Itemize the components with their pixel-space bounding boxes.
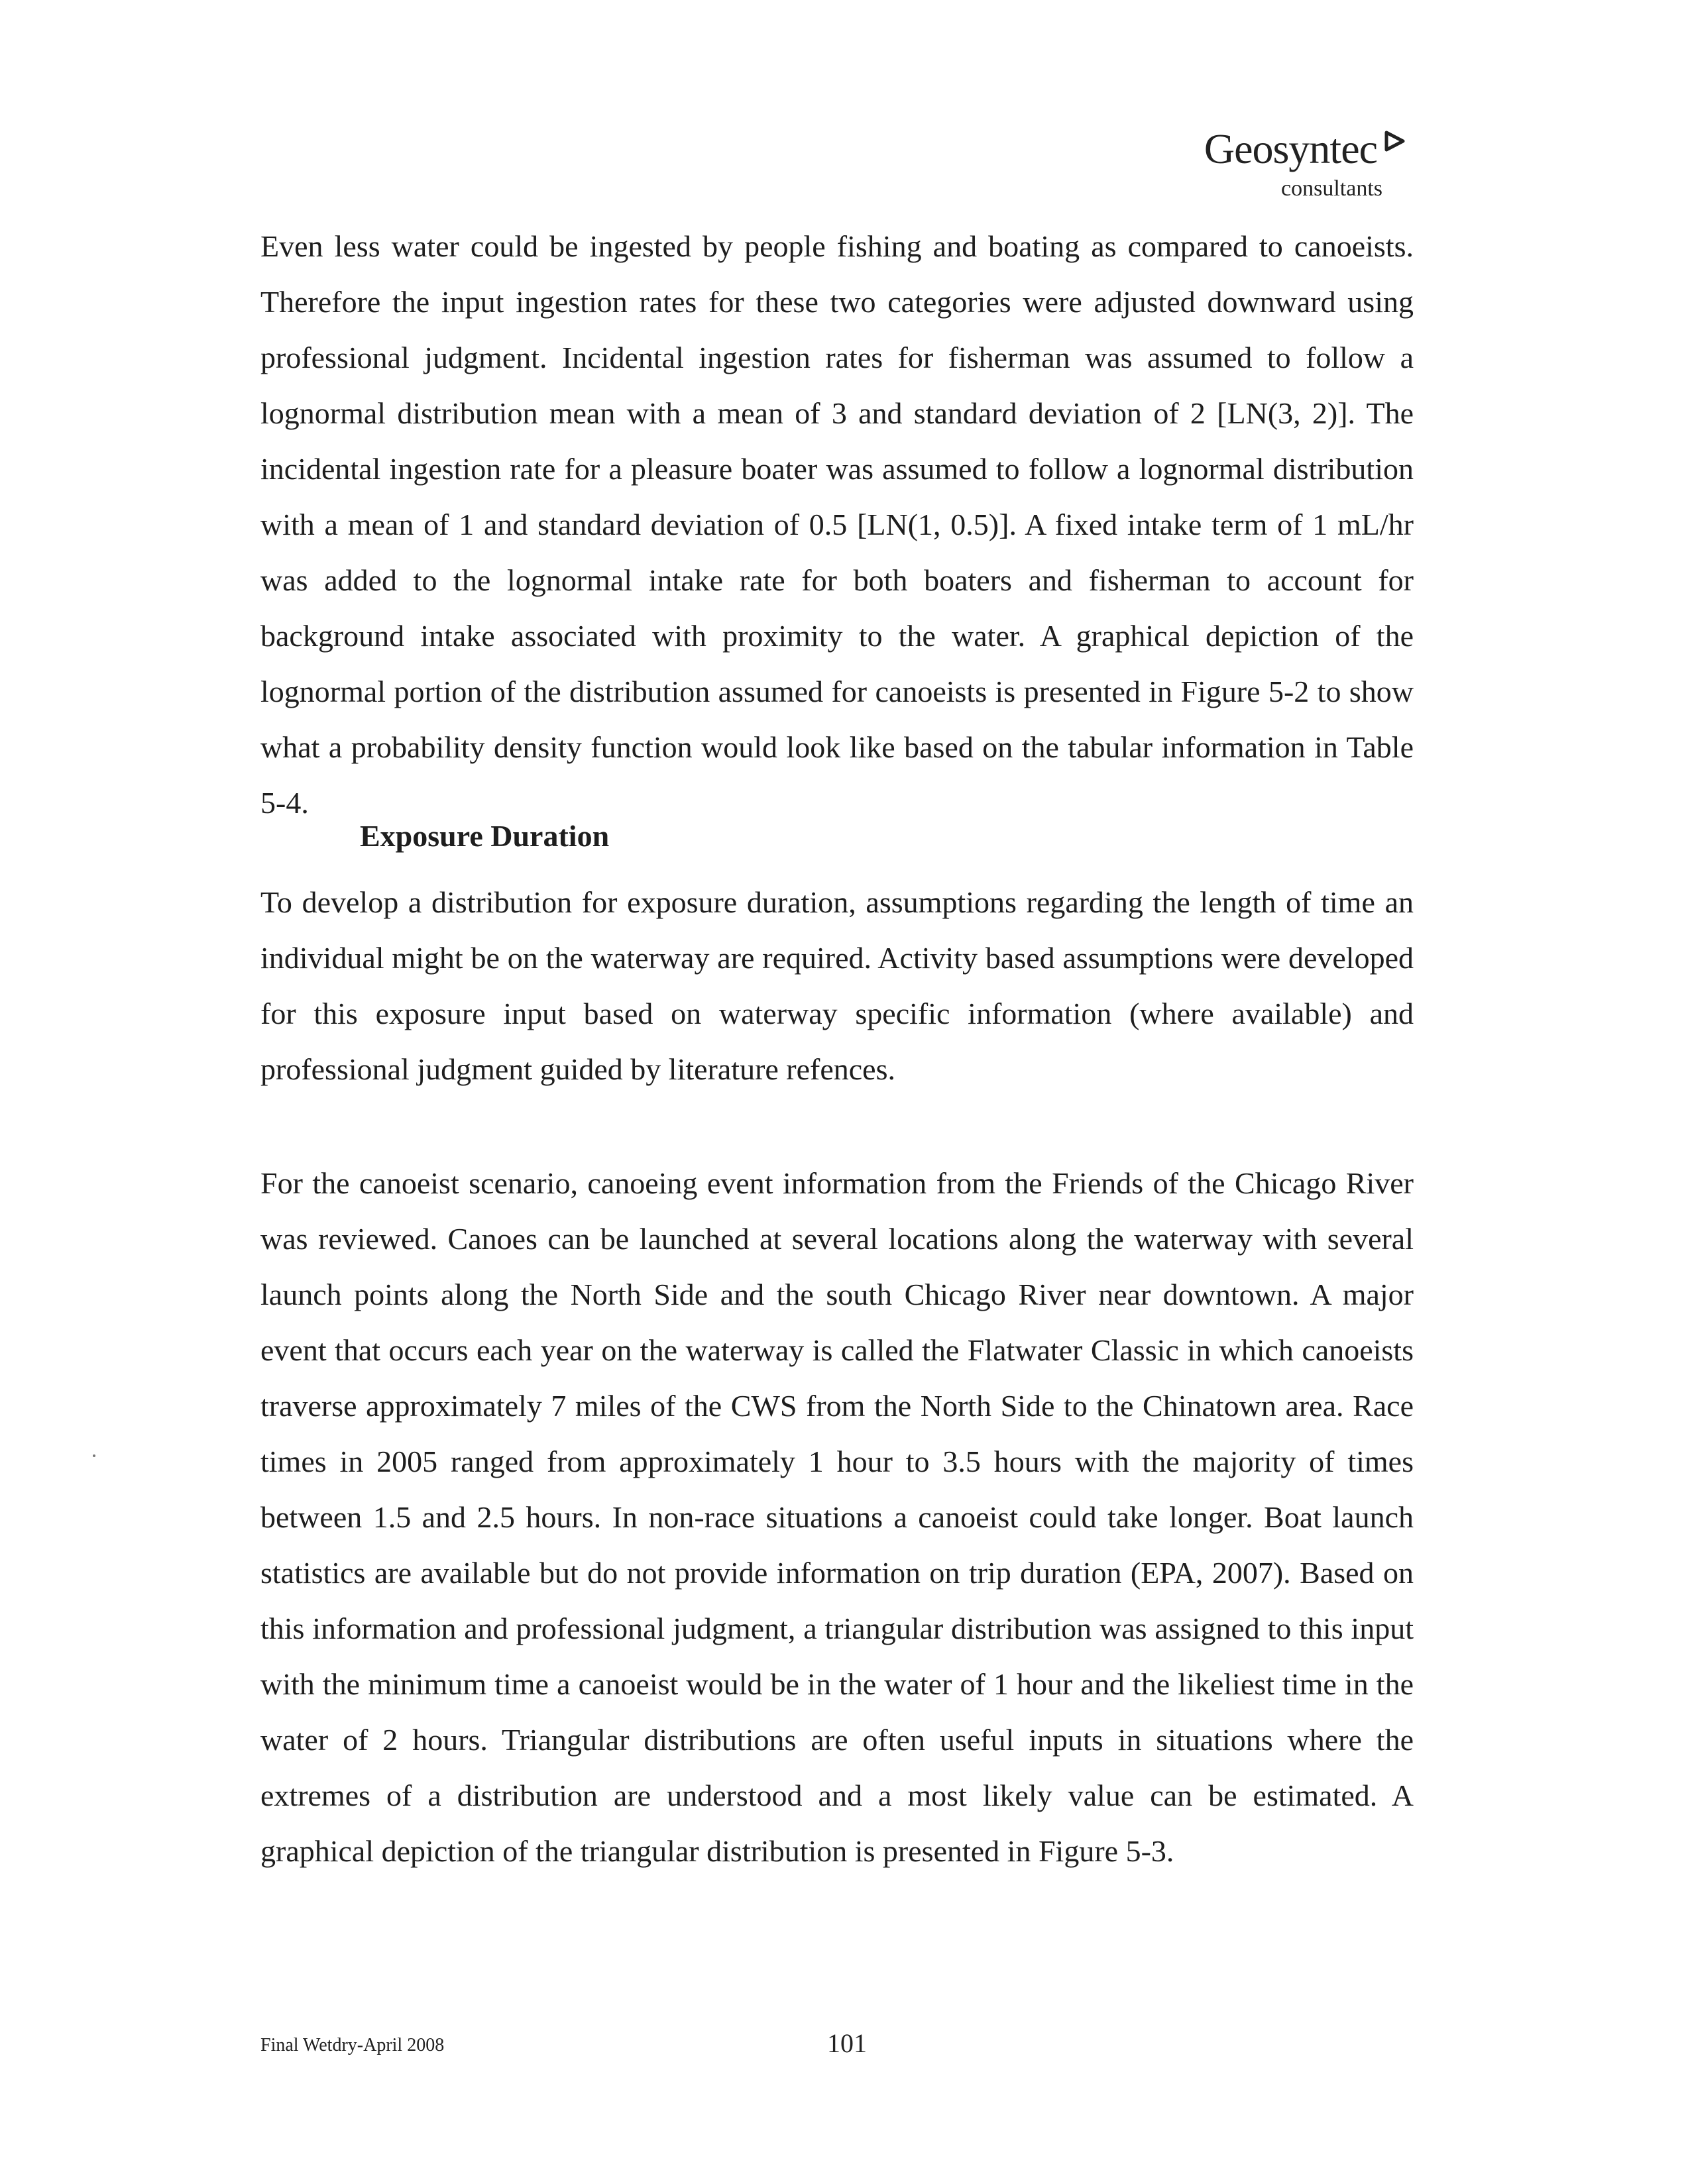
footer-document-label: Final Wetdry-April 2008 bbox=[260, 2035, 445, 2055]
paragraph-canoeist-scenario: For the canoeist scenario, canoeing event information from the Friends of the Chicago River was reviewed. Canoes can be launched at several locations along the waterway with several launch points along the North Side and the south Chicago River near downtown. A major event that occurs each year on the waterway is called the Flatwater Classic in which canoeists traverse approximately 7 miles of the CWS from the North Side to the Chinatown area. Race times in 2005 ranged from approximately 1 hour to 3.5 hours with the majority of times between 1.5 and 2.5 hours. In non-race situations a canoeist could take longer. Boat launch statistics are available but do not provide information on trip duration (EPA, 2007). Based on this information and professional judgment, a triangular distribution was assigned to this input with the minimum time a canoeist would be in the water of 1 hour and the likeliest time in the water of 2 hours. Triangular distributions are often useful inputs in situations where the extremes of a distribution are understood and a most likely value can be estimated. A graphical depiction of the triangular distribution is presented in Figure 5-3. bbox=[260, 1166, 1414, 1868]
logo-subtitle: consultants bbox=[1281, 176, 1382, 201]
footer-page-number: 101 bbox=[827, 2028, 867, 2058]
section-heading-exposure-duration: Exposure Duration bbox=[360, 819, 610, 853]
page-body bbox=[260, 219, 1414, 1879]
paragraph-exposure-duration-intro: To develop a distribution for exposure duration, assumptions regarding the length of time an individual might be on the waterway are required. Activity based assumptions were developed for this exposure input based on waterway specific information (where available) and professional judgment guided by literature refences. bbox=[260, 885, 1414, 1086]
logo-name: Geosyntec bbox=[1204, 125, 1377, 172]
company-logo bbox=[1193, 123, 1412, 209]
paragraph-ingestion-rates: Even less water could be ingested by people fishing and boating as compared to canoeists. Therefore the input ingestion rates for these two categories were adjusted downward using professional judgment. Incidental ingestion rates for fisherman was assumed to follow a lognormal distribution mean with a mean of 3 and standard deviation of 2 [LN(3, 2)]. The incidental ingestion rate for a pleasure boater was assumed to follow a lognormal distribution with a mean of 1 and standard deviation of 0.5 [LN(1, 0.5)]. A fixed intake term of 1 mL/hr was added to the lognormal intake rate for both boaters and fisherman to account for background intake associated with proximity to the water. A graphical depiction of the lognormal portion of the distribution assumed for canoeists is presented in Figure 5-2 to show what a probability density function would look like based on the tabular information in Table 5-4. bbox=[260, 229, 1414, 820]
triangle-logo-icon bbox=[1384, 131, 1405, 152]
scan-speck bbox=[93, 1454, 95, 1457]
